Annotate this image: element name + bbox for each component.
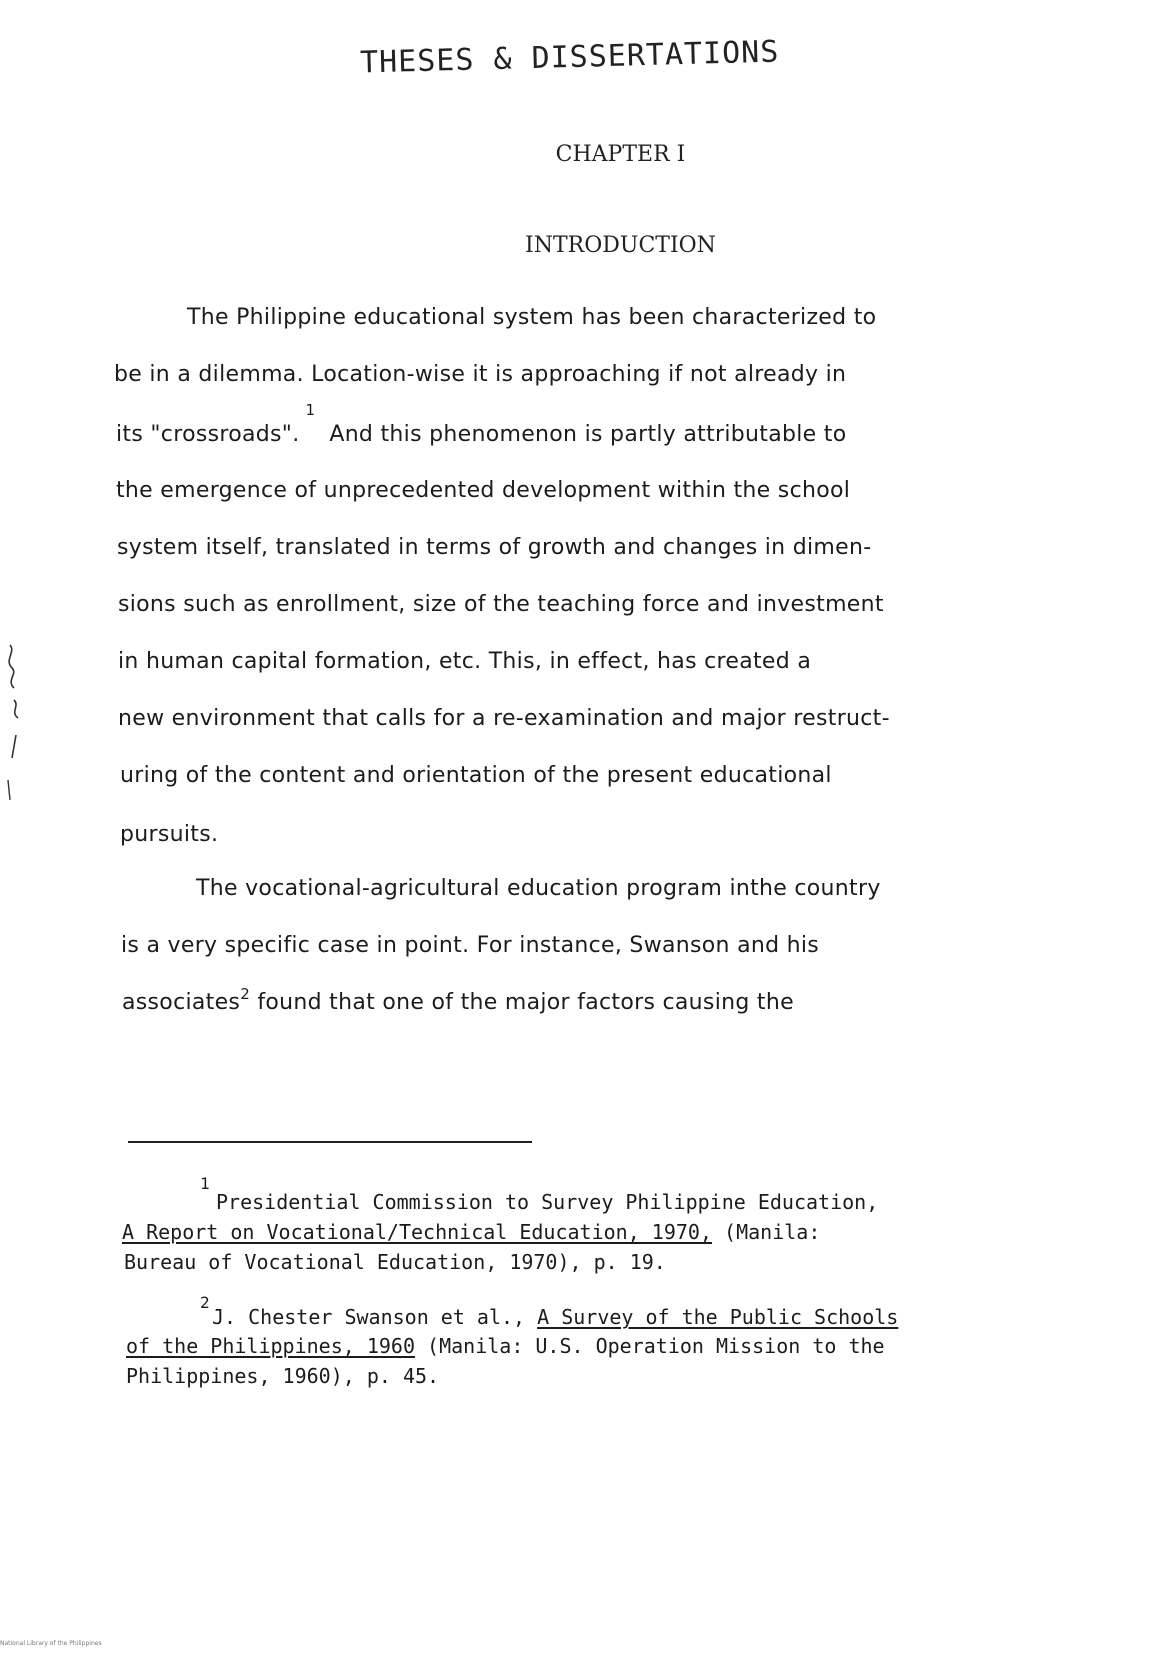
body-line: in human capital formation, etc. This, in effect, has created a: [118, 649, 812, 674]
body-text: found that one of the major factors causing the: [257, 990, 794, 1015]
collection-stamp: THESES & DISSERTATIONS: [359, 34, 780, 81]
margin-handwriting-mark: [0, 640, 30, 820]
chapter-heading: CHAPTER I: [555, 142, 686, 167]
body-text: And this phenomenon is partly attributable to: [329, 422, 847, 447]
footnote-2-title: A Survey of the Public Schools: [537, 1305, 899, 1329]
footnote-mark: 1: [305, 401, 316, 419]
footnote-1-line-2: [122, 1220, 820, 1244]
body-line: is a very specific case in point. For instance, Swanson and his: [121, 933, 820, 958]
footnote-2-line-3: Philippines, 1960), p. 45.: [126, 1364, 440, 1388]
footnote-2-line-1: [212, 1305, 898, 1329]
footnote-1-title: A Report on Vocational/Technical Education, 1970,: [122, 1220, 713, 1244]
body-line: be in a dilemma. Location-wise it is approaching if not already in: [114, 362, 847, 387]
body-line: The Philippine educational system has been characterized to: [187, 305, 877, 330]
footnote-2-title: of the Philippines, 1960: [126, 1334, 415, 1358]
body-line: uring of the content and orientation of the present educational: [120, 763, 832, 788]
footnote-mark: 2: [240, 985, 251, 1003]
body-line: system itself, translated in terms of growth and changes in dimen-: [117, 535, 872, 560]
body-text: its "crossroads".: [116, 422, 300, 447]
footnote-1-line-3: Bureau of Vocational Education, 1970), p. 19.: [124, 1250, 666, 1274]
body-line: pursuits.: [120, 822, 219, 847]
body-text: associates: [122, 990, 241, 1015]
body-line: new environment that calls for a re-examination and major restruct-: [118, 706, 890, 731]
body-line: [122, 985, 794, 1015]
footnote-text: (Manila: U.S. Operation Mission to the: [414, 1334, 885, 1358]
body-line: sions such as enrollment, size of the teaching force and investment: [118, 592, 884, 617]
library-watermark: National Library of the Philippines: [0, 1640, 102, 1647]
footnote-mark: 2: [200, 1293, 210, 1312]
footnote-text: (Manila:: [712, 1220, 821, 1244]
footnote-1-line-1: Presidential Commission to Survey Philippine Education,: [216, 1190, 879, 1214]
body-line: the emergence of unprecedented development within the school: [116, 478, 851, 503]
section-heading: INTRODUCTION: [525, 233, 716, 258]
footnote-text: J. Chester Swanson et al.,: [212, 1305, 538, 1329]
footnote-mark: 1: [200, 1174, 210, 1193]
footnote-2-line-2: [126, 1334, 885, 1358]
body-line: The vocational-agricultural education program inthe country: [196, 876, 881, 901]
footnote-divider: [128, 1141, 532, 1143]
body-line: [116, 401, 847, 447]
